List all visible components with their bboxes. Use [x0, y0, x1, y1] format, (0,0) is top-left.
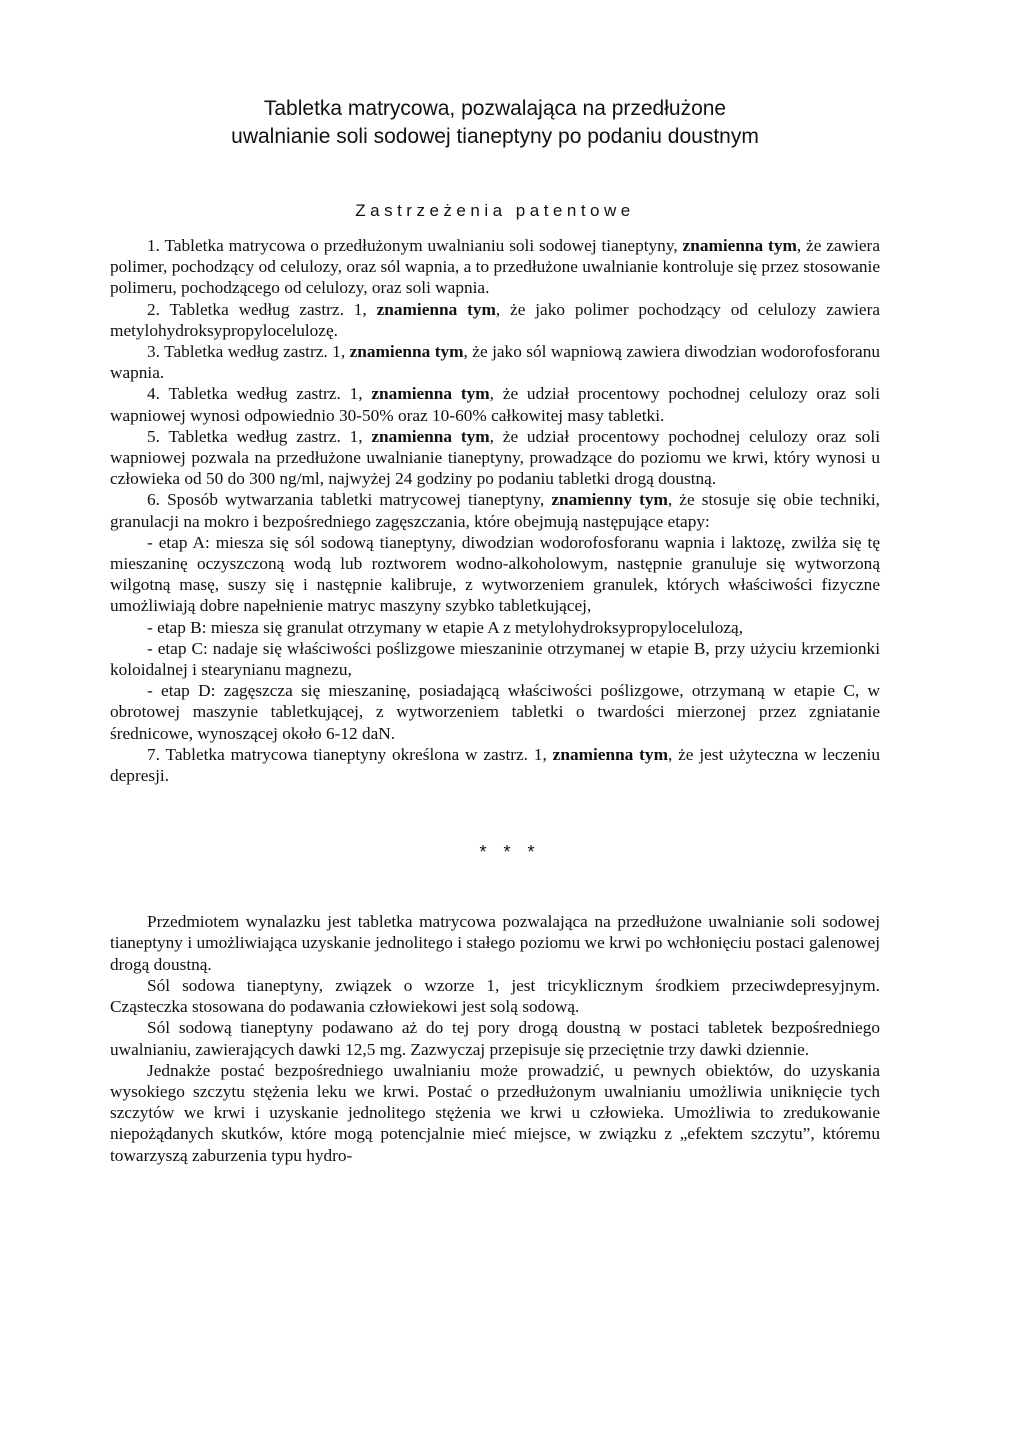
claim-1: 1. Tabletka matrycowa o przedłużonym uwalnianiu soli sodowej tianeptyny, znamienna tym, że zawiera polimer, pochodzący od celulozy, oraz sól wapnia, a to przedłużone uwalnianie kontroluje się przez stosowanie polimeru, pochodzącego od celulozy, oraz soli wapnia.	[110, 236, 880, 298]
claim-6-step-c: - etap C: nadaje się właściwości poślizgowe mieszaninie otrzymanej w etapie B, przy użyciu krzemionki koloidalnej i stearynianu magnezu,	[110, 638, 880, 680]
description-paragraph: Sól sodową tianeptyny podawano aż do tej pory drogą doustną w postaci tabletek bezpośredniego uwalnianiu, zawierających dawki 12,5 mg. Zazwyczaj przepisuje się przeciętnie trzy dawki dziennie.	[110, 1018, 880, 1059]
document-page	[110, 95, 880, 1166]
title-line-2: uwalnianie soli sodowej tianeptyny po podaniu doustnym	[231, 125, 759, 148]
claims-heading: Zastrzeżenia patentowe	[355, 201, 635, 220]
claim-7: 7. Tabletka matrycowa tianeptyny określona w zastrz. 1, znamienna tym, że jest użyteczna w leczeniu depresji.	[110, 744, 880, 786]
claim-6-step-a: - etap A: miesza się sól sodową tianeptyny, diwodzian wodorofosforanu wapnia i laktozę, zwilża się tę mieszaninę oczyszczoną wodą lub roztworem wodno-alkoholowym, następnie granuluje się wytworzoną wilgotną masę, suszy się i następnie kalibruje, z wytworzeniem granulek, których właściwości fizyczne umożliwiają dobre napełnienie matryc maszyny szybko tabletkującej,	[110, 532, 880, 616]
claim-2: 2. Tabletka według zastrz. 1, znamienna tym, że jako polimer pochodzący od celulozy zawiera metylohydroksypropylocelulozę.	[110, 299, 881, 340]
document-title	[110, 95, 880, 151]
claim-5: 5. Tabletka według zastrz. 1, znamienna tym, że udział procentowy pochodnej celulozy oraz soli wapniowej pozwala na przedłużone uwalnianie tianeptyny, prowadzące do poziomu we krwi, który wynosi u człowieka od 50 do 300 ng/ml, najwyżej 24 godziny po podaniu tabletki drogą doustną.	[110, 426, 881, 489]
title-line-1: Tabletka matrycowa, pozwalająca na przedłużone	[263, 97, 727, 120]
claims-section	[110, 235, 880, 786]
description-paragraph: Jednakże postać bezpośredniego uwalnianiu może prowadzić, u pewnych obiektów, do uzyskania wysokiego szczytu stężenia leku we krwi. Postać o przedłużonym uwalnianiu umożliwia uniknięcie tych szczytów we krwi i uzyskanie jednolitego stężenia we krwi u człowieka. Umożliwia to zredukowanie niepożądanych skutków, które mogą potencjalnie mieć miejsce, w związku z „efektem szczytu”, któremu towarzyszą zaburzenia typu hydro-	[110, 1060, 880, 1165]
description-paragraph: Sól sodowa tianeptyny, związek o wzorze 1, jest tricyklicznym środkiem przeciwdepresyjnym. Cząsteczka stosowana do podawania człowiekowi jest solą sodową.	[110, 975, 880, 1017]
claim-6-step-b: - etap B: miesza się granulat otrzymany w etapie A z metylohydroksypropylocelulozą,	[147, 617, 744, 637]
claim-6: 6. Sposób wytwarzania tabletki matrycowej tianeptyny, znamienny tym, że stosuje się obie techniki, granulacji na mokro i bezpośredniego zagęszczania, które obejmują następujące etapy:	[110, 490, 880, 531]
claim-4: 4. Tabletka według zastrz. 1, znamienna tym, że udział procentowy pochodnej celulozy oraz soli wapniowej wynosi odpowiednio 30-50% oraz 10-60% całkowitej masy tabletki.	[110, 384, 881, 425]
claim-6-step-d: - etap D: zagęszcza się mieszaninę, posiadającą właściwości poślizgowe, otrzymaną w etapie C, w obrotowej maszynie tabletkującej, z wytworzeniem tabletki o twardości mierzonej przez zgniatanie średnicowe, wynoszącej około 6-12 daN.	[110, 681, 880, 743]
claim-3: 3. Tabletka według zastrz. 1, znamienna tym, że jako sól wapniową zawiera diwodzian wodorofosforanu wapnia.	[110, 342, 881, 383]
section-separator: * * *	[479, 842, 541, 863]
description-section	[110, 911, 880, 1165]
description-paragraph: Przedmiotem wynalazku jest tabletka matrycowa pozwalająca na przedłużone uwalnianie soli sodowej tianeptyny i umożliwiająca uzyskanie jednolitego i stałego poziomu we krwi po wchłonięciu postaci galenowej drogą doustną.	[110, 912, 880, 974]
